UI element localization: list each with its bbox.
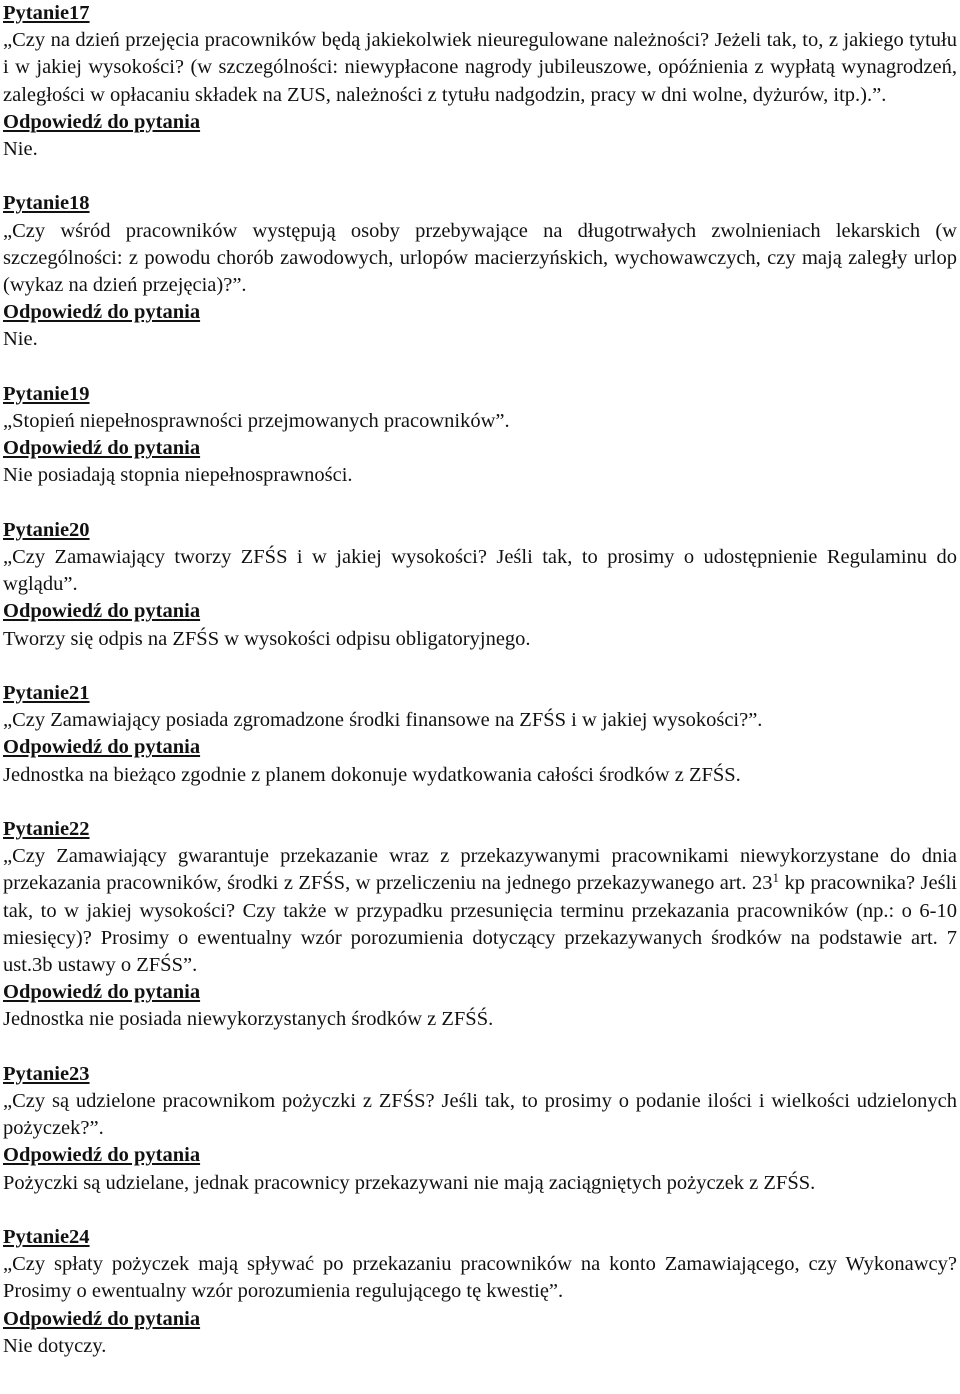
- question-text-part-1: „Czy Zamawiający gwarantuje przekazanie wraz z przekazywanymi pracownikami niewykorzystane do dnia przekazania pracowników, środki z ZFŚS, w przeliczeniu na jednego przekazywanego art. 23: [3, 845, 957, 895]
- answer-label: Odpowiedź do pytania: [3, 736, 201, 759]
- answer-text: Jednostka na bieżąco zgodnie z planem dokonuje wydatkowania całości środków z ZFŚS.: [3, 763, 741, 786]
- question-block-21: [3, 680, 957, 789]
- question-title: Pytanie17: [3, 2, 90, 24]
- answer-label: Odpowiedź do pytania: [3, 110, 201, 133]
- answer-text: Jednostka nie posiada niewykorzystanych środków z ZFŚŚ.: [3, 1008, 494, 1031]
- question-block-22: [3, 816, 957, 1034]
- question-block-24: [3, 1224, 957, 1360]
- question-text: „Czy spłaty pożyczek mają spływać po przekazaniu pracowników na konto Zamawiającego, czy Wykonawcy? Prosimy o ewentualny wzór porozumienia regulującego tę kwestię”.: [3, 1253, 957, 1303]
- question-text: „Czy są udzielone pracownikom pożyczki z ZFŚS? Jeśli tak, to prosimy o podanie ilości i wielkości udzielonych pożyczek?”.: [3, 1090, 957, 1140]
- question-text-part-2: kp pracownika? Jeśli tak, to w jakiej wysokości? Czy także w przypadku przesunięcia terminu przekazania pracowników (np.: o 6-10 miesięcy)? Prosimy o ewentualny wzór porozumienia dotyczący przekazywanych środków na podstawie art. 7 ust.3b ustawy o ZFŚS”.: [3, 872, 957, 977]
- question-title: Pytanie18: [3, 192, 90, 215]
- question-title: Pytanie19: [3, 382, 90, 405]
- answer-text: Tworzy się odpis na ZFŚS w wysokości odpisu obligatoryjnego.: [3, 627, 531, 650]
- question-text: „Czy Zamawiający posiada zgromadzone środki finansowe na ZFŚS i w jakiej wysokości?”.: [3, 709, 763, 732]
- answer-label: Odpowiedź do pytania: [3, 600, 201, 623]
- answer-label: Odpowiedź do pytania: [3, 437, 201, 460]
- answer-text: Nie.: [3, 138, 38, 161]
- answer-label: Odpowiedź do pytania: [3, 301, 201, 324]
- article-superscript: 1: [772, 870, 779, 886]
- question-block-17: [3, 0, 957, 163]
- question-block-19: [3, 381, 957, 490]
- question-block-18: [3, 190, 957, 353]
- answer-text: Nie.: [3, 328, 38, 351]
- question-title: Pytanie21: [3, 682, 90, 705]
- question-title: Pytanie24: [3, 1226, 90, 1249]
- question-text: „Czy wśród pracowników występują osoby przebywające na długotrwałych zwolnieniach lekarskich (w szczególności: z powodu chorób zawodowych, urlopów macierzyńskich, wychowawczych, czy mają zaległy urlop (wykaz na dzień przejęcia)?”.: [3, 219, 957, 297]
- question-block-23: [3, 1061, 957, 1197]
- answer-text: Nie posiadają stopnia niepełnosprawności.: [3, 464, 353, 487]
- question-title: Pytanie20: [3, 518, 90, 541]
- question-title: Pytanie22: [3, 818, 90, 841]
- answer-text: Nie dotyczy.: [3, 1334, 107, 1357]
- answer-label: Odpowiedź do pytania: [3, 981, 201, 1004]
- question-text: „Czy Zamawiający tworzy ZFŚS i w jakiej wysokości? Jeśli tak, to prosimy o udostępnienie Regulaminu do wglądu”.: [3, 546, 957, 596]
- answer-text: Pożyczki są udzielane, jednak pracownicy przekazywani nie mają zaciągniętych pożyczek z ZFŚS.: [3, 1171, 816, 1194]
- question-title: Pytanie23: [3, 1062, 90, 1085]
- question-text: „Czy na dzień przejęcia pracowników będą jakiekolwiek nieuregulowane należności? Jeżeli tak, to, z jakiego tytułu i w jakiej wysokości? (w szczególności: niewypłacone nagrody jubileuszowe, opóźnienia z wypłatą wynagrodzeń, zaległości w opłacaniu składek na ZUS, należności z tytułu nadgodzin, pracy w dni wolne, dyżurów, itp.).”.: [3, 29, 957, 106]
- question-text: „Stopień niepełnosprawności przejmowanych pracowników”.: [3, 410, 510, 433]
- question-block-20: [3, 517, 957, 653]
- question-text: [3, 843, 957, 979]
- answer-label: Odpowiedź do pytania: [3, 1144, 201, 1167]
- answer-label: Odpowiedź do pytania: [3, 1307, 201, 1330]
